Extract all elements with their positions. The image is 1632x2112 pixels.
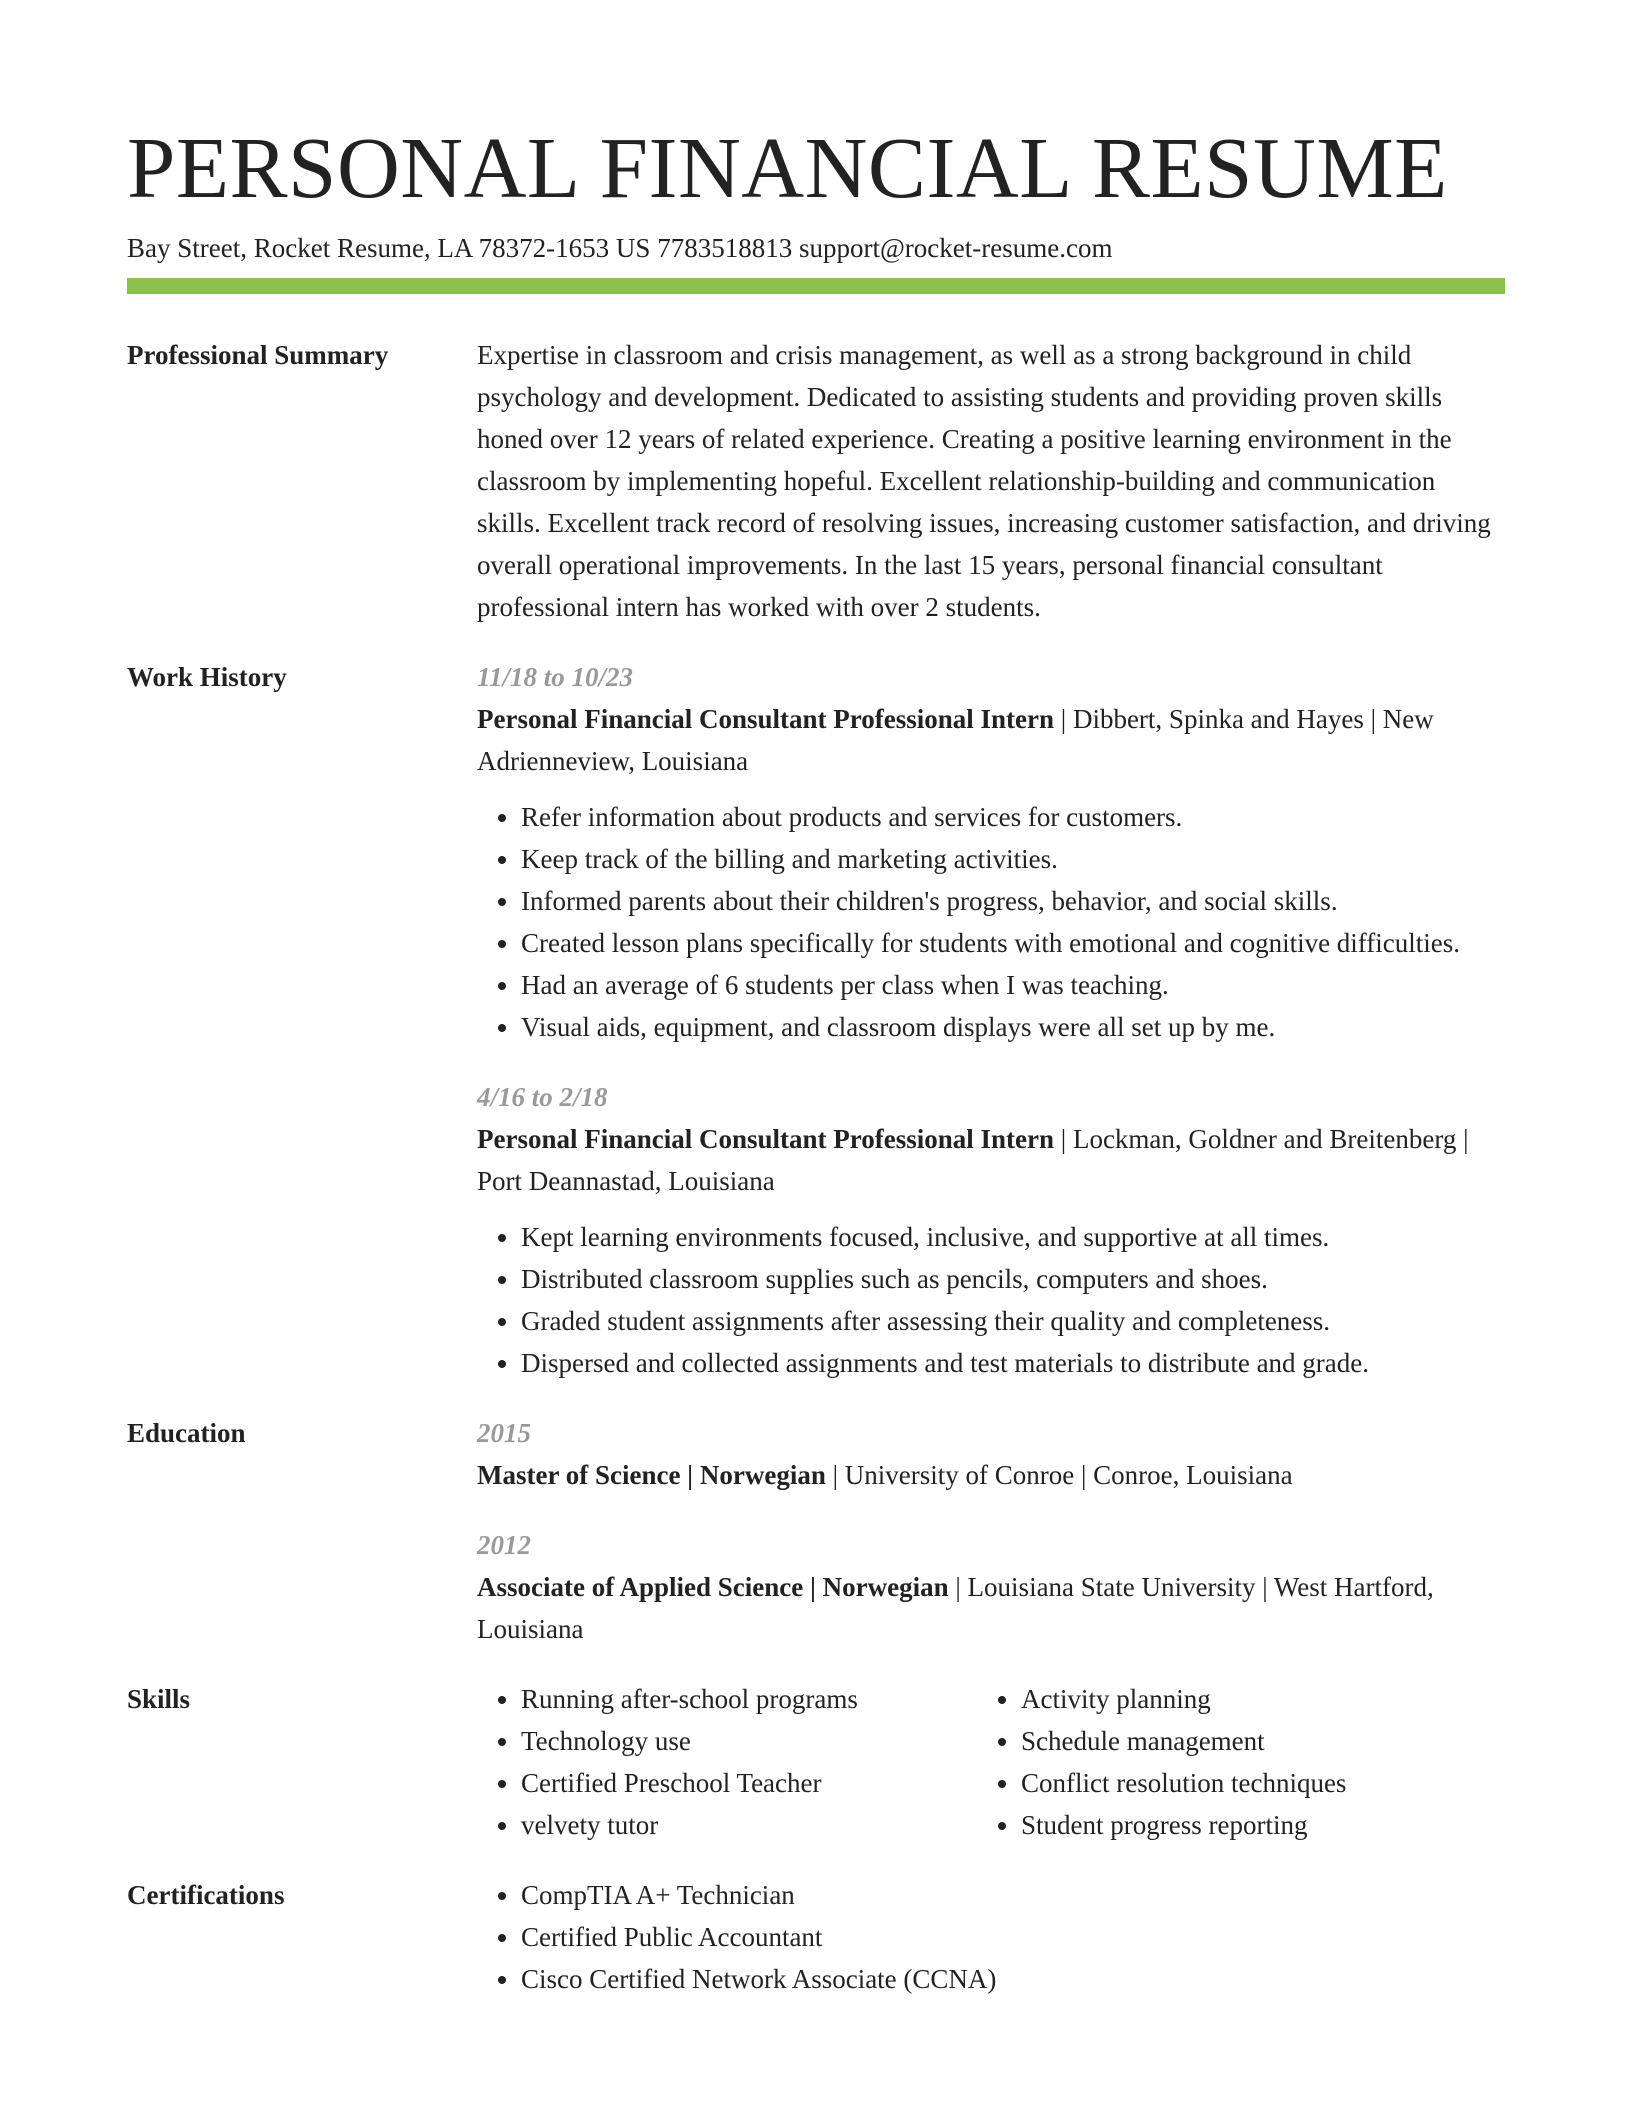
job-employer-location: | Dibbert, Spinka and Hayes | New Adrienneview, Louisiana xyxy=(477,704,1434,776)
education-entry xyxy=(477,1524,1505,1650)
job-duty: • Graded student assignments after assessing their quality and completeness. xyxy=(521,1300,1505,1342)
education-date: 2012 xyxy=(477,1530,531,1560)
skill-item: • Schedule management xyxy=(1021,1720,1477,1762)
skills-list-right xyxy=(977,1678,1477,1846)
certification-item: • CompTIA A+ Technician xyxy=(521,1874,1505,1916)
certification-item: • Cisco Certified Network Associate (CCNA) xyxy=(521,1958,1505,2000)
skill-item: • Student progress reporting xyxy=(1021,1804,1477,1846)
job-date: 4/16 to 2/18 xyxy=(477,1082,608,1112)
header-divider xyxy=(127,278,1505,294)
skills-list-left xyxy=(477,1678,977,1846)
skills-body xyxy=(477,1678,1505,1846)
job-duty: • Kept learning environments focused, inclusive, and supportive at all times. xyxy=(521,1216,1505,1258)
skill-item: • Technology use xyxy=(521,1720,977,1762)
section-label-skills: Skills xyxy=(127,1684,191,1714)
section-label-education: Education xyxy=(127,1418,246,1448)
school-location: | University of Conroe | Conroe, Louisiana xyxy=(825,1460,1293,1490)
section-label-certifications: Certifications xyxy=(127,1880,285,1910)
skill-item: • Certified Preschool Teacher xyxy=(521,1762,977,1804)
degree-title: Associate of Applied Science | Norwegian xyxy=(477,1572,949,1602)
section-label-summary: Professional Summary xyxy=(127,340,389,370)
job-title: Personal Financial Consultant Professional Intern xyxy=(477,1124,1055,1154)
summary-body xyxy=(477,334,1505,628)
skill-item: • velvety tutor xyxy=(521,1804,977,1846)
certifications-section xyxy=(127,1874,1505,2000)
skills-grid xyxy=(477,1678,1505,1846)
skills-section xyxy=(127,1678,1505,1846)
contact-line: Bay Street, Rocket Resume, LA 78372-1653 US 7783518813 support@rocket-resume.com xyxy=(127,233,1113,263)
job-title: Personal Financial Consultant Professional Intern xyxy=(477,704,1055,734)
job-duties-list xyxy=(477,1216,1505,1384)
job-date: 11/18 to 10/23 xyxy=(477,662,634,692)
education-body xyxy=(477,1412,1505,1650)
certifications-body xyxy=(477,1874,1505,2000)
job-employer-location: | Lockman, Goldner and Breitenberg | Port Deannastad, Louisiana xyxy=(477,1124,1469,1196)
skill-item: • Conflict resolution techniques xyxy=(1021,1762,1477,1804)
job-duty: • Dispersed and collected assignments and test materials to distribute and grade. xyxy=(521,1342,1505,1384)
job-entry xyxy=(477,1076,1505,1384)
job-duty: • Refer information about products and services for customers. xyxy=(521,796,1505,838)
job-duty: • Distributed classroom supplies such as pencils, computers and shoes. xyxy=(521,1258,1505,1300)
work-history-section xyxy=(127,656,1505,1384)
education-heading xyxy=(477,1566,1505,1650)
education-heading xyxy=(477,1454,1505,1496)
job-duty: • Created lesson plans specifically for students with emotional and cognitive difficulties. xyxy=(521,922,1505,964)
skill-item: • Activity planning xyxy=(1021,1678,1477,1720)
job-duty: • Keep track of the billing and marketing activities. xyxy=(521,838,1505,880)
summary-text: Expertise in classroom and crisis management, as well as a strong background in child psychology and development. Dedicated to assisting students and providing proven skills honed over 12 years of related experience. Creating a positive learning environment in the classroom by implementing hopeful. Excellent relationship-building and communication skills. Excellent track record of resolving issues, increasing customer satisfaction, and driving overall operational improvements. In the last 15 years, personal financial consultant professional intern has worked with over 2 students. xyxy=(477,340,1491,622)
certifications-list xyxy=(477,1874,1505,2000)
summary-section xyxy=(127,334,1505,628)
job-heading xyxy=(477,698,1505,782)
page-title: PERSONAL FINANCIAL RESUME xyxy=(127,119,1448,216)
education-section xyxy=(127,1412,1505,1650)
education-date: 2015 xyxy=(477,1418,531,1448)
degree-title: Master of Science | Norwegian xyxy=(477,1460,826,1490)
job-duty: • Visual aids, equipment, and classroom displays were all set up by me. xyxy=(521,1006,1505,1048)
school-location: | Louisiana State University | West Hartford, Louisiana xyxy=(477,1572,1434,1644)
job-duty: • Had an average of 6 students per class when I was teaching. xyxy=(521,964,1505,1006)
job-heading xyxy=(477,1118,1505,1202)
job-duty: • Informed parents about their children's progress, behavior, and social skills. xyxy=(521,880,1505,922)
section-label-work-history: Work History xyxy=(127,662,287,692)
work-history-body xyxy=(477,656,1505,1384)
certification-item: • Certified Public Accountant xyxy=(521,1916,1505,1958)
skill-item: • Running after-school programs xyxy=(521,1678,977,1720)
job-entry xyxy=(477,656,1505,1048)
job-duties-list xyxy=(477,796,1505,1048)
education-entry xyxy=(477,1412,1505,1496)
